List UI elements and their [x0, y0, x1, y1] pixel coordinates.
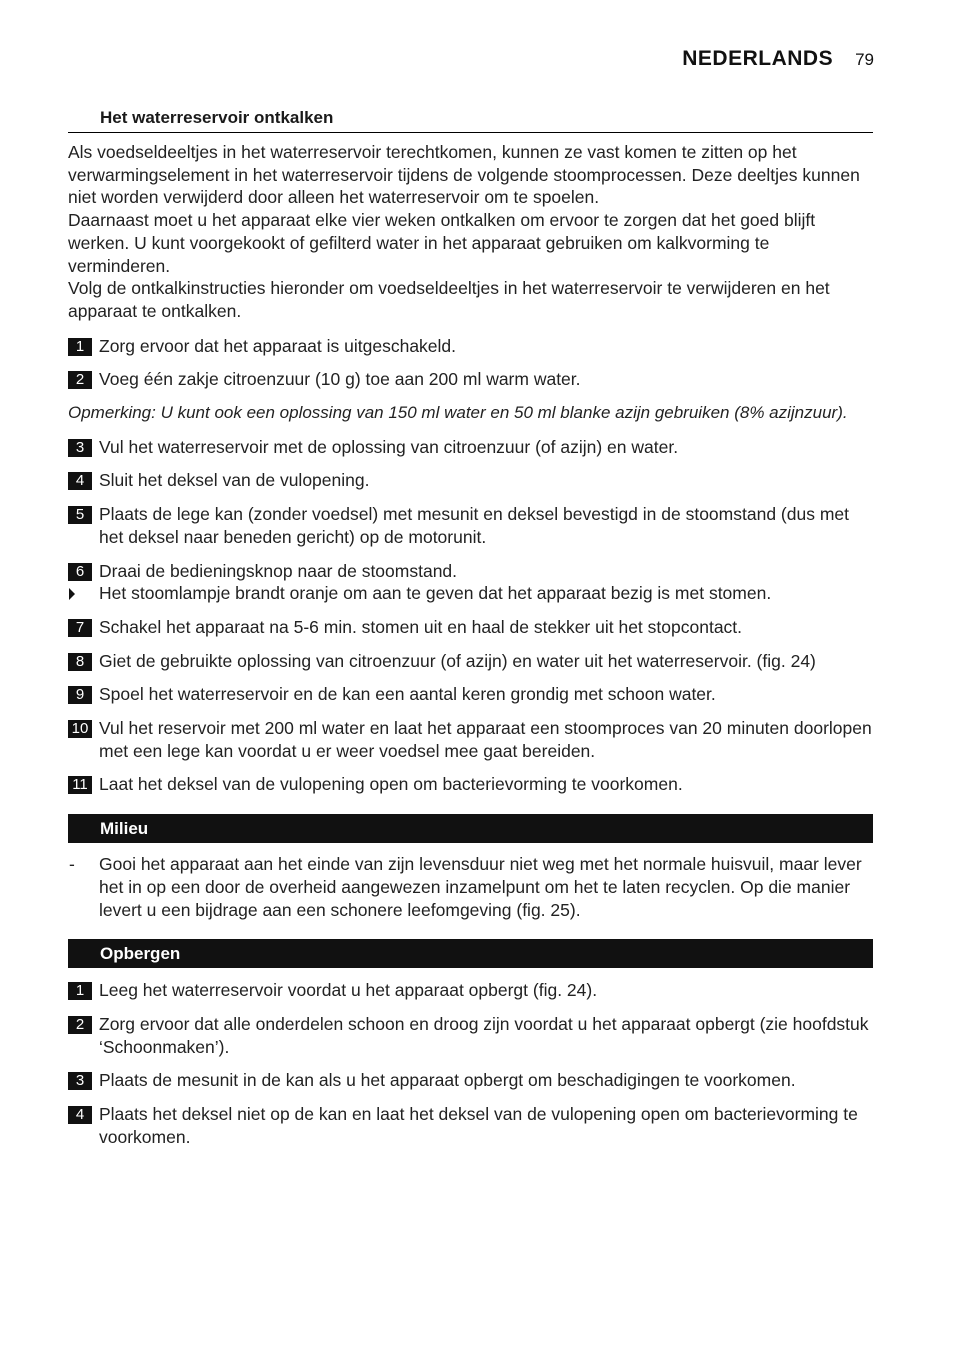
step-number: 11	[68, 776, 92, 794]
step-item	[68, 650, 873, 673]
step-text: Vul het waterreservoir met de oplossing van citroenzuur (of azijn) en water.	[99, 436, 679, 457]
page-content	[68, 107, 873, 1149]
step-text: Draai de bedieningsknop naar de stoomstand.	[99, 560, 458, 581]
step-item	[68, 1103, 873, 1148]
step-item	[68, 979, 873, 1002]
step-text: Plaats de lege kan (zonder voedsel) met mesunit en deksel bevestigd in de stoomstand (dus met het deksel naar beneden gericht) op de motorunit.	[99, 504, 849, 547]
step-number: 1	[68, 338, 92, 356]
step-number: 8	[68, 653, 92, 671]
triangle-bullet-icon	[69, 588, 75, 600]
intro-paragraph: Als voedseldeeltjes in het waterreservoir terechtkomen, kunnen ze vast komen te zitten op het verwarmingselement in het waterreservoir tijdens de volgende stoomprocessen. Deze deeltjes kunnen niet worden verwijderd door alleen het waterreservoir om te spoelen.	[68, 142, 860, 208]
bullet-text: Het stoomlampje brandt oranje om aan te geven dat het apparaat bezig is met stomen.	[99, 583, 772, 604]
step-number: 9	[68, 686, 92, 704]
page-header	[682, 47, 874, 71]
list-item-text: Gooi het apparaat aan het einde van zijn levensduur niet weg met het normale huisvuil, maar lever het in op een door de overheid aangewezen inzamelpunt om het te laten recyclen. Op die manier levert u een bijdrage aan een schonere leefomgeving (fig. 25).	[99, 854, 862, 920]
step-item	[68, 335, 873, 358]
step-item	[68, 616, 873, 639]
intro-paragraph: Volg de ontkalkinstructies hieronder om voedseldeeltjes in het waterreservoir te verwijderen en het apparaat te ontkalken.	[68, 278, 830, 321]
section-title-descaling: Het waterreservoir ontkalken	[68, 107, 873, 133]
step-number: 2	[68, 1016, 92, 1034]
step-text: Voeg één zakje citroenzuur (10 g) toe aan 200 ml warm water.	[99, 369, 581, 390]
step-text: Plaats het deksel niet op de kan en laat het deksel van de vulopening open om bacterievorming te voorkomen.	[99, 1104, 858, 1147]
step-item	[68, 560, 873, 583]
step-number: 4	[68, 472, 92, 490]
step-number: 6	[68, 563, 92, 581]
step-item	[68, 469, 873, 492]
step-number: 3	[68, 439, 92, 457]
result-bullet	[68, 582, 873, 605]
step-text: Giet de gebruikte oplossing van citroenzuur (of azijn) en water uit het waterreservoir. (fig. 24)	[99, 650, 816, 671]
intro-paragraph: Daarnaast moet u het apparaat elke vier weken ontkalken om ervoor te zorgen dat het goed blijft werken. U kunt voorgekookt of gefilterd water in het apparaat gebruiken om kalkvorming te verminderen.	[68, 210, 816, 276]
step-number: 1	[68, 982, 92, 1000]
intro-text	[68, 141, 873, 323]
step-number: 7	[68, 619, 92, 637]
step-number: 2	[68, 371, 92, 389]
step-number: 5	[68, 506, 92, 524]
step-number: 3	[68, 1072, 92, 1090]
step-text: Leeg het waterreservoir voordat u het apparaat opbergt (fig. 24).	[99, 980, 598, 1001]
language-label: NEDERLANDS	[682, 47, 834, 70]
section-title-opbergen: Opbergen	[68, 939, 873, 968]
step-text: Spoel het waterreservoir en de kan een aantal keren grondig met schoon water.	[99, 684, 716, 705]
note-text: Opmerking: U kunt ook een oplossing van 150 ml water en 50 ml blanke azijn gebruiken (8% azijnzuur).	[68, 403, 848, 423]
step-item	[68, 368, 873, 391]
dash-bullet: -	[69, 854, 75, 875]
list-item	[68, 853, 873, 921]
step-item	[68, 436, 873, 459]
step-item	[68, 1069, 873, 1092]
step-text: Schakel het apparaat na 5-6 min. stomen uit en haal de stekker uit het stopcontact.	[99, 616, 743, 637]
step-text: Sluit het deksel van de vulopening.	[99, 470, 370, 491]
step-text: Zorg ervoor dat alle onderdelen schoon en droog zijn voordat u het apparaat opbergt (zie hoofdstuk ‘Schoonmaken’).	[99, 1013, 869, 1057]
step-item	[68, 717, 873, 762]
step-item	[68, 773, 873, 796]
page-number: 79	[855, 50, 874, 69]
step-text: Laat het deksel van de vulopening open om bacterievorming te voorkomen.	[99, 774, 683, 795]
step-item	[68, 1013, 873, 1058]
step-text: Vul het reservoir met 200 ml water en laat het apparaat een stoomproces van 20 minuten doorlopen met een lege kan voordat u er weer voedsel mee gaat bereiden.	[99, 718, 872, 761]
step-item	[68, 503, 873, 548]
step-number: 10	[68, 720, 92, 738]
step-text: Zorg ervoor dat het apparaat is uitgeschakeld.	[99, 335, 457, 356]
section-title-milieu: Milieu	[68, 814, 873, 843]
step-number: 4	[68, 1106, 92, 1124]
step-item	[68, 683, 873, 706]
step-text: Plaats de mesunit in de kan als u het apparaat opbergt om beschadigingen te voorkomen.	[99, 1070, 796, 1091]
